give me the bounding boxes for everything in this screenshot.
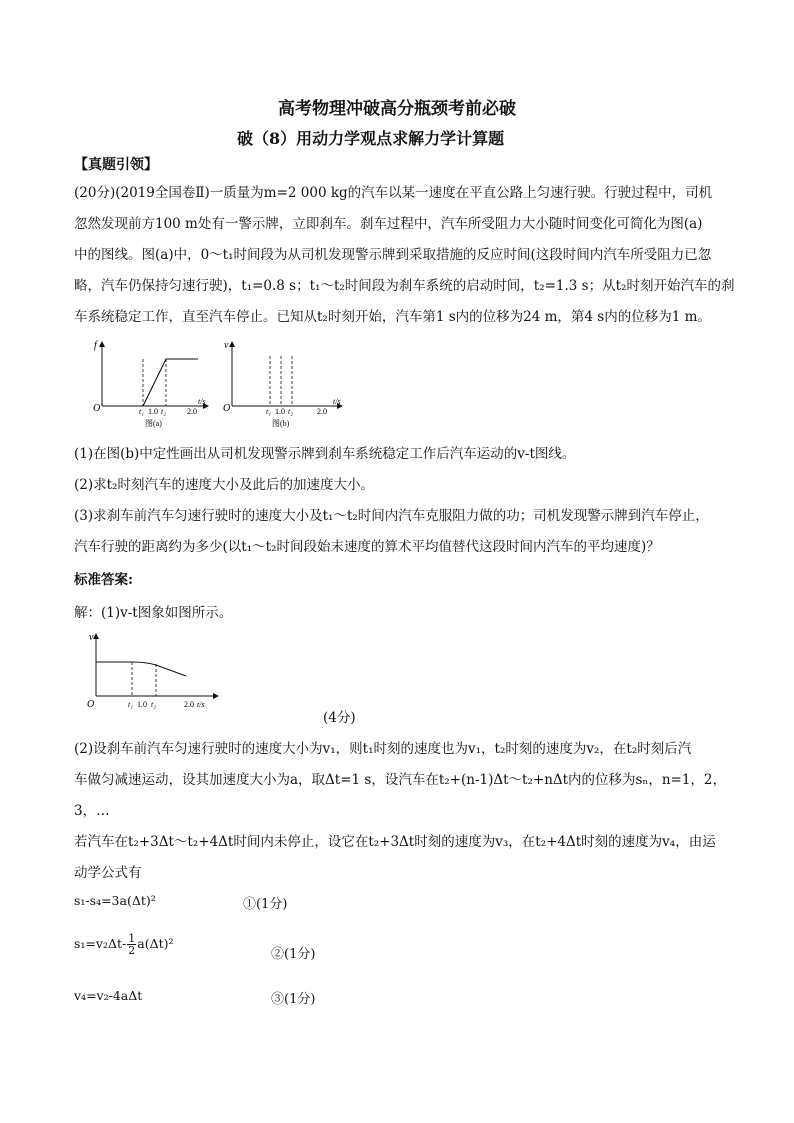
force-graph-line (143, 359, 198, 406)
tick-t1: t₁ (266, 407, 272, 416)
tick-t1: t₁ (128, 700, 134, 709)
question-2: (2)求t₂时刻汽车的速度大小及此后的加速度大小。 (74, 477, 374, 493)
fraction-denominator: 2 (128, 944, 136, 957)
solution-line: 车做匀减速运动，设其加速度大小为a，取Δt=1 s，设汽车在t₂+(n-1)Δt～t₂+nΔt内的位移为sₙ，n=1，2， (74, 772, 727, 788)
questions (74, 439, 724, 563)
tick-2-0: 2.0 (317, 407, 327, 416)
section-heading: 【真题引领】 (74, 157, 158, 173)
fraction-numerator: 1 (128, 932, 136, 945)
tick-2-0: 2.0 (187, 407, 197, 416)
problem-text (74, 178, 735, 333)
origin-label: O (223, 403, 231, 414)
tick-1-0: 1.0 (137, 700, 147, 709)
problem-line: 车系统稳定工作，直至汽车停止。已知从t₂时刻开始，汽车第1 s内的位移为24 m，第4 s内的位移为1 m。 (74, 309, 711, 325)
x-axis-label: t/s (198, 397, 206, 406)
equation-2-part-a: s₁=v₂Δt- (74, 936, 127, 951)
score-mark: (4分) (323, 710, 356, 726)
solution-line: 动学公式有 (74, 865, 142, 881)
figure-a-caption: 图(a) (145, 419, 162, 428)
equation-2-mark: ②(1分) (271, 947, 316, 962)
y-axis-label: v (89, 632, 94, 643)
solution-part2 (74, 734, 727, 889)
figure-b (220, 336, 350, 431)
question-3-line: (3)求刹车前汽车匀速行驶时的速度大小及t₁～t₂时间内汽车克服阻力做的功；司机发现警示牌到汽车停止， (74, 508, 709, 524)
tick-t2: t₂ (161, 407, 167, 416)
question-1: (1)在图(b)中定性画出从司机发现警示牌到刹车系统稳定工作后汽车运动的v-t图线。 (74, 446, 576, 462)
x-axis-label: t/s (197, 700, 205, 709)
equation-2-part-b: a(Δt)² (137, 936, 174, 951)
solution-line: (2)设刹车前汽车匀速行驶时的速度大小为v₁，则t₁时刻的速度也为v₁，t₂时刻的速度为v₂，在t₂时刻后汽 (74, 741, 692, 757)
equation-3-mark: ③(1分) (271, 992, 316, 1007)
solution-part1: 解：(1)v-t图象如图所示。 (74, 605, 233, 621)
y-axis-label: f (94, 340, 97, 351)
tick-1-0: 1.0 (148, 407, 158, 416)
equation-3: v₄=v₂-4aΔt (74, 988, 143, 1003)
fraction-half (127, 933, 136, 956)
figure-a (90, 336, 210, 431)
problem-line: 忽然发现前方100 m处有一警示牌，立即刹车。刹车过程中，汽车所受阻力大小随时间变化可简化为图(a) (74, 216, 703, 232)
equation-2 (74, 933, 174, 956)
problem-line: 略，汽车仍保持匀速行驶)，t₁=0.8 s；t₁～t₂时间段为刹车系统的启动时间，t₂=1.3 s；从t₂时刻开始汽车的刹 (74, 278, 735, 294)
tick-2-0: 2.0 (184, 700, 194, 709)
vt-curve (96, 662, 186, 676)
figure-b-caption: 图(b) (272, 419, 290, 428)
solution-line: 3，… (74, 803, 110, 819)
tick-t1: t₁ (139, 407, 145, 416)
question-3-line: 汽车行驶的距离约为多少(以t₁～t₂时间段始末速度的算术平均值替代这段时间内汽车的平均速度)？ (74, 539, 660, 555)
origin-label: O (87, 699, 95, 710)
problem-line: 中的图线。图(a)中，0～t₁时间段为从司机发现警示牌到采取措施的反应时间(这段时间内汽车所受阻力已忽 (74, 247, 712, 263)
y-axis-label: v (224, 340, 229, 351)
answer-heading: 标准答案: (74, 572, 133, 588)
tick-t2: t₂ (151, 700, 157, 709)
page-subtitle: 破（8）用动力学观点求解力学计算题 (237, 129, 505, 148)
page-title: 高考物理冲破高分瓶颈考前必破 (278, 99, 516, 119)
equation-1-mark: ①(1分) (243, 897, 288, 912)
x-axis-label: t/s (333, 397, 341, 406)
origin-label: O (93, 403, 101, 414)
equation-1: s₁-s₄=3a(Δt)² (74, 893, 156, 908)
tick-t2: t₂ (288, 407, 294, 416)
problem-line: (20分)(2019全国卷Ⅱ)一质量为m=2 000 kg的汽车以某一速度在平直公路上匀速行驶。行驶过程中，司机 (74, 185, 713, 201)
solution-line: 若汽车在t₂+3Δt～t₂+4Δt时间内未停止，设它在t₂+3Δt时刻的速度为v₃，在t₂+4Δt时刻的速度为v₄，由运 (74, 834, 716, 850)
tick-1-0: 1.0 (275, 407, 285, 416)
figure-vt-answer (86, 630, 226, 715)
